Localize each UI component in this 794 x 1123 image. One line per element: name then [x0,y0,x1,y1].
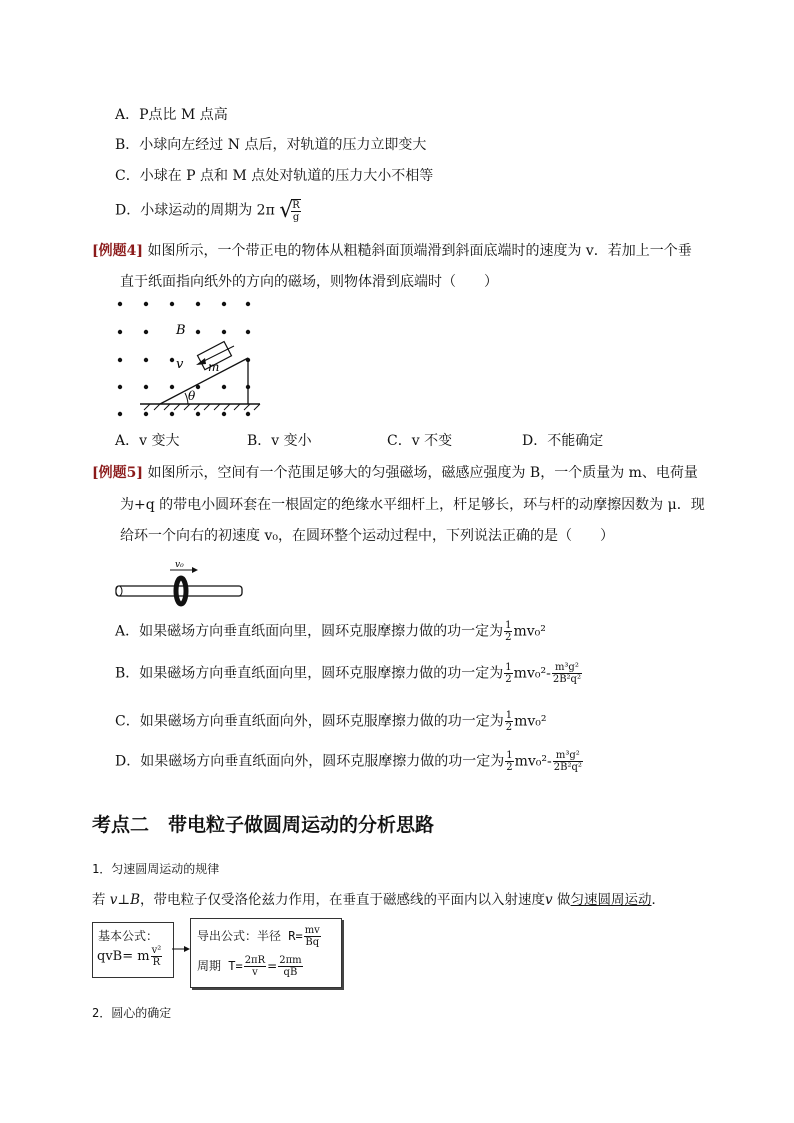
radius-label: 导出公式：半径 R= [197,929,303,943]
correction-fraction: $\frac{\text{m³g²}}{\text{2B²q²}}$ [553,750,582,773]
option-d [115,198,302,223]
para-v: v [545,892,553,908]
section-title: 考点二 带电粒子做圆周运动的分析思路 [92,814,435,836]
example5-figure [112,558,248,608]
para-b: ，带电粒子仅受洛伦兹力作用，在垂直于磁感线的平面内以入射速度 [140,892,546,908]
radius-formula [197,925,322,948]
example5-line3: 给环一个向右的初速度 v₀，在圆环整个运动过程中，下列说法正确的是（ ） [120,528,614,544]
subsection-1: 1．匀速圆周运动的规律 [92,862,220,876]
basic-formula [97,945,163,968]
example4-text1: 如图所示，一个带正电的物体从粗糙斜面顶端滑到斜面底端时的速度为 v．若加上一个垂 [147,243,692,259]
basic-formula-title: 基本公式： [98,929,159,943]
derived-formula-box [190,918,342,988]
sqrt-symbol: √ [279,198,294,223]
example5-tag: [例题5] [92,465,143,481]
rod-end [116,586,122,596]
example5-line1 [92,462,698,482]
example4-line1 [92,240,692,260]
ex4-option-a: A．v 变大 [115,433,180,449]
minus-sign: - [547,753,552,770]
ex5-option-b-text: B．如果磁场方向垂直纸面向里，圆环克服摩擦力做的功一定为 [115,665,504,682]
mv-term: mv₀² [514,713,547,730]
equals: = [267,959,278,973]
period-formula [197,955,304,978]
example4-figure [110,292,270,417]
ex5-option-c [115,710,547,733]
2pim-over-qb: $\frac{2\pi m}{qB}$ [279,955,302,978]
example4-line2: 直于纸面指向纸外的方向的磁场，则物体滑到底端时（ ） [120,274,498,290]
ex5-option-c-text: C．如果磁场方向垂直纸面向外，圆环克服摩擦力做的功一定为 [115,713,504,730]
example5-line2: 为+q 的带电小圆环套在一根固定的绝缘水平细杆上，杆足够长，环与杆的动摩擦因数为 μ．现 [120,497,705,513]
correction-fraction: $\frac{\text{m³g²}}{\text{2B²q²}}$ [552,662,581,685]
mv-term: mv₀² [513,665,547,682]
paragraph-rule [92,888,665,908]
ex5-option-b [115,662,583,685]
ex5-option-a [115,620,546,643]
half-fraction: $\frac{1}{2}$ [505,662,512,685]
half-fraction: $\frac{1}{2}$ [506,750,513,773]
ex5-option-d [115,750,584,773]
ex5-option-a-text: A．如果磁场方向垂直纸面向里，圆环克服摩擦力做的功一定为 [115,623,504,640]
option-d-text: D．小球运动的周期为 2π [115,202,275,219]
ex4-option-c: C．v 不变 [387,433,453,449]
arrow-right-icon [192,567,198,573]
basic-formula-lhs: qvB= m [97,949,150,964]
period-label: 周期 T= [197,959,243,973]
option-c: C．小球在 P 点和 M 点处对轨道的压力大小不相等 [115,168,434,184]
option-b: B．小球向左经过 N 点后，对轨道的压力立即变大 [115,137,427,153]
ex4-option-b: B．v 变小 [247,433,312,449]
rod [116,586,242,596]
v2-over-r: $\frac{\text{v²}}{R}$ [151,945,162,968]
subsection-2: 2．圆心的确定 [92,1006,172,1020]
minus-sign: - [546,665,551,682]
label-m: m [208,360,220,374]
magnetic-field-dots [118,302,250,416]
label-B: B [176,323,186,338]
2pir-over-v: $\frac{2\pi R}{v}$ [244,955,266,978]
label-v0: v₀ [175,560,184,570]
para-vb: v⊥B [109,892,141,908]
sqrt-fraction: $\frac{R}{g}$ [292,199,300,223]
label-v: v [176,357,184,372]
para-end: ． [651,892,665,908]
para-a: 若 [92,892,110,908]
label-theta: θ [188,389,196,403]
example4-tag: [例题4] [92,243,143,259]
mv-term: mv₀² [513,623,546,640]
arrow-right-icon [172,944,190,954]
ex4-option-d: D．不能确定 [522,433,604,449]
mv-over-bq: $\frac{mv}{Bq}$ [304,925,320,948]
ex5-option-d-text: D．如果磁场方向垂直纸面向外，圆环克服摩擦力做的功一定为 [115,753,505,770]
basic-formula-box [92,922,174,978]
option-a: A．P点比 M 点高 [115,107,228,123]
mv-term: mv₀² [514,753,548,770]
half-fraction: $\frac{1}{2}$ [505,620,512,643]
para-underline: 匀速圆周运动 [570,892,652,908]
half-fraction: $\frac{1}{2}$ [505,710,513,733]
example5-text1: 如图所示，空间有一个范围足够大的匀强磁场，磁感应强度为 B，一个质量为 m、电荷量 [147,465,698,481]
para-c: 做 [552,892,571,908]
ground-hatch [144,404,260,410]
